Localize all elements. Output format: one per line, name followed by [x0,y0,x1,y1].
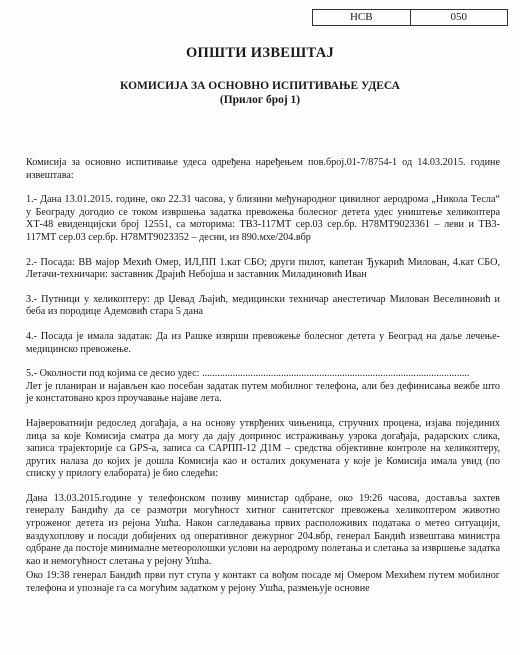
paragraph-call: Дана 13.03.2015.године у телефонском позиву министар одбране, око 19:26 часова, доставља захтев генералу Бандићу да се размотри могућност хитног санитетског превожења хеликоптером животно угроженог детета из рејона Ушћа. Након сагледавања првих расположивих података о метео ситуацији, ваздухоплову и посади добијених од оперативног дежурног 204.вбр, генерал Бандић извештава министра одбране да постоје минималне метеоролошки услови на аеродрому полетања и слетања за извршење задатка као и немогућност слетања у рејону Ушћа. [26,492,500,567]
paragraph-passengers: 3.- Путници у хеликоптеру: др Џевад Љајић, медицински техничар анестетичар Милован Веселиновић и беба из породице Адемовић стара 5 дана [26,293,500,318]
document-subtitle [0,79,520,107]
code-label: НСВ [349,11,373,23]
document-title: ОПШТИ ИЗВЕШТАЈ [185,45,335,61]
paragraph-circumstances: 5.- Околности под којима се десио удес: ......................................................................................................... Лет је планиран и најављен као посебан задатак путем мобилног телефона, али без дефинисања вежбе што је констатовано кроз проучавање најаве лета. [26,368,500,405]
paragraph-sequence: Највероватнији редослед догађаја, а на основу утврђених чињеница, стручних процена, изјава појединих лица за које Комисија сматра да могу да дају допринос истраживању узрока догађаја, радарских слика, записа трајекторије са GPS-а, записа са САРПП-12 Д1М – средства објективне контроле на хеликоптеру, других налаза до којих је дошла Комисија као и осталих докумената у које је Комисија имала увид (по списку у прилогу елабората) је био следећи: [26,417,500,480]
intro-paragraph: Комисија за основно испитивање удеса одређена наређењем пов.број.01-7/8754-1 од 14.03.2015. године извештава: [26,157,500,181]
commission-name: КОМИСИЈА ЗА ОСНОВНО ИСПИТИВАЊЕ УДЕСА [120,80,400,92]
paragraph-contact: Око 19:38 генерал Бандић први пут ступа у контакт са вођом посаде мј Омером Мехићем путем мобилног телефона и упознаје га са могућим задатком у рејону Ушћа, размењује основне [26,570,500,595]
code-number: 050 [410,10,508,25]
paragraph-crew: 2.- Посада: ВВ мајор Мехић Омер, ИЛ,ПП 1.кат СБО; други пилот, капетан Ђукарић Милован, 4.кат СБО, Летачи-техничари: заставник Драјић Небојша и заставник Миладиновић Иван [26,256,500,281]
paragraph-accident: 1.- Дана 13.01.2015. године, око 22.31 часова, у близини међународног цивилног аеродрома „Никола Тесла“ у Београду догодио се током извршења задатка превожења болесног детета удес уништење хеликоптера ХТ-48 евиденцијски број 12551, са моторима: ТВ3-117МТ сер.03 сер.бр. Н78МТ9023361 – леви и ТВ3-117МТ сер.03 сер.бр. Н78МТ9023352 – десни, из 890.мхе/204.вбр [26,194,500,243]
document-code-box [312,9,508,26]
paragraph-task: 4.- Посада је имала задатак: Да из Рашке изврши превожење болесног детета у Београд на даље лечење-медицинско превожење. [26,330,500,355]
document-body [26,157,500,608]
annex-number: (Прилог број 1) [219,94,301,106]
